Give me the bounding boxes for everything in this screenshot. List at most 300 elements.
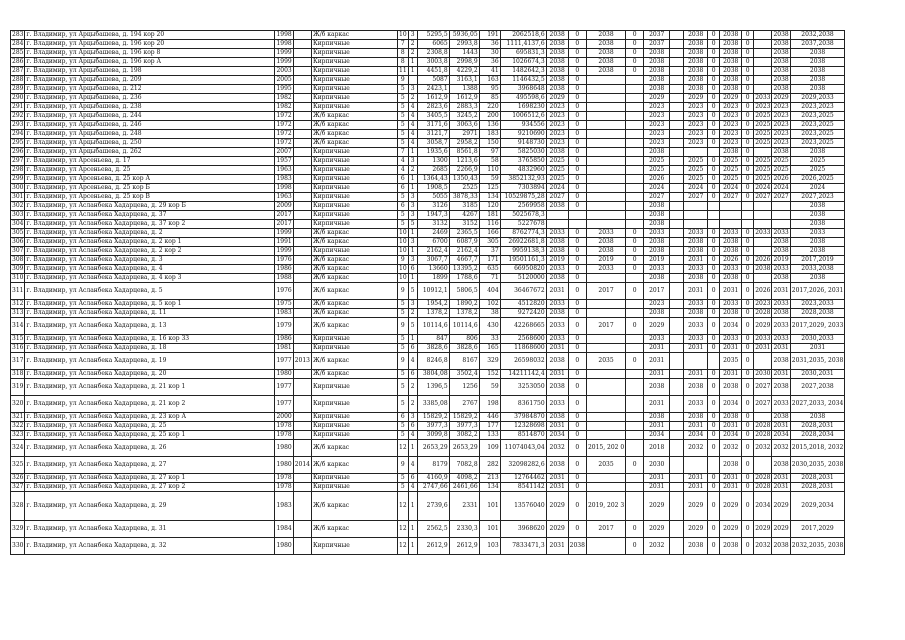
period-5-cell: 2034 (720, 396, 742, 413)
table-row (11, 521, 845, 538)
period-7-cell: 2038 (772, 538, 790, 555)
address-cell: г. Владимир, ул Арцыбашева, д. 198 (25, 67, 275, 76)
wall-material-cell: Кирпичные (312, 379, 398, 396)
flag-4-cell: 0 (708, 422, 720, 431)
flag-1-cell: 0 (568, 265, 586, 274)
entrances-cell: 1 (408, 184, 417, 193)
period-1-cell: 2023 (546, 112, 568, 121)
living-area-cell: 1890,2 (449, 300, 479, 309)
flag-3-cell (670, 112, 684, 121)
period-6-cell: 2025 (755, 129, 771, 137)
period-7-cell: 2034 (773, 430, 789, 438)
period-2-cell: 2035 (586, 353, 625, 370)
build-year-cell: 1986 (276, 264, 292, 272)
living-area-cell: 4098,2 (449, 474, 479, 483)
flag-3-cell (670, 211, 684, 220)
period-6-cell: 2028 (755, 473, 771, 481)
summary-years-cell: 2017,2029 (790, 521, 845, 538)
wall-material-cell: Ж/б каркас (312, 521, 398, 538)
reconstruction-year-cell (293, 67, 311, 76)
flag-3-cell (670, 457, 684, 474)
entrances-cell: 1 (408, 274, 417, 283)
flag-4-cell: 0 (708, 413, 720, 422)
total-area-cell: 2562,5 (417, 521, 449, 538)
period-4-cell: 2033 (684, 300, 708, 309)
floors-cell: 4 (398, 166, 409, 175)
build-year-cell: 1975 (276, 299, 292, 307)
total-area-cell: 4160,9 (417, 474, 449, 483)
living-area-cell: 2461,66 (449, 483, 479, 492)
period-3-cell: 2033 (644, 229, 670, 238)
flag-4-cell: 0 (708, 274, 720, 283)
flag-5-cell: 0 (742, 483, 754, 492)
residents-cell: 183 (479, 130, 500, 139)
row-number: 314 (11, 318, 25, 335)
residents-cell: 37 (479, 247, 500, 256)
residents-cell: 329 (479, 353, 500, 370)
flag-2-cell: 0 (626, 538, 644, 555)
wall-material-cell: Ж/б каркас (312, 139, 398, 148)
flag-1-cell: 0 (568, 175, 586, 184)
table-row (11, 431, 845, 440)
address-cell: г. Владимир, ул Асланбека Хадарцева, д. 23 кор А (25, 413, 275, 422)
reconstruction-year-cell (293, 431, 311, 440)
flag-5-cell: 0 (742, 521, 754, 538)
flag-2-cell (626, 103, 644, 112)
period-5-cell (720, 211, 742, 220)
summary-years-cell: 2038 (790, 67, 845, 76)
address-cell: г. Владимир, ул Арцыбашева, д. 250 (25, 139, 275, 148)
table-row (11, 193, 845, 202)
period-1-cell: 2023 (546, 121, 568, 130)
entrances-cell: 2 (408, 94, 417, 103)
build-year-cell: 1995 (276, 84, 292, 92)
address-cell: г. Владимир, ул Асланбека Хадарцева, д. 13 (25, 318, 275, 335)
build-year-cell: 1991 (276, 237, 292, 245)
period-7-cell: 2038 (773, 30, 789, 38)
entrances-cell: 2 (408, 40, 417, 49)
flag-5-cell: 0 (742, 103, 754, 112)
table-row (11, 440, 845, 457)
flag-1-cell: 0 (568, 229, 586, 238)
living-area-cell: 2162,4 (449, 247, 479, 256)
period-3-cell: 2038 (644, 67, 670, 76)
cost-cell: 2062518,6 (500, 31, 546, 40)
period-5-cell (720, 202, 742, 211)
period-3-cell: 2031 (644, 370, 670, 379)
summary-years-cell: 2017,2026, 2031 (790, 283, 845, 300)
flag-2-cell: 0 (626, 238, 644, 247)
table-row (11, 492, 845, 521)
flag-4-cell: 0 (708, 440, 720, 457)
flag-2-cell (626, 112, 644, 121)
flag-3-cell (670, 474, 684, 483)
period-1-cell: 2025 (546, 175, 568, 184)
row-number: 308 (12, 255, 24, 263)
flag-3-cell (670, 309, 684, 318)
residents-cell: 446 (479, 413, 500, 422)
wall-material-cell: Ж/б каркас (312, 130, 398, 139)
period-1-cell: 2031 (546, 344, 568, 353)
period-2-cell: 2017 (586, 318, 625, 335)
total-area-cell: 2162,4 (417, 247, 449, 256)
total-area-cell: 2685 (417, 166, 449, 175)
period-7-cell: 2029 (772, 521, 790, 538)
floors-cell: 4 (398, 157, 409, 166)
living-area-cell: 1443 (449, 49, 479, 58)
wall-material-cell: Кирпичные (312, 40, 398, 49)
period-1-cell: 2031 (546, 370, 568, 379)
wall-material-cell: Кирпичные (312, 94, 398, 103)
period-7-cell: 2026 (773, 174, 789, 182)
total-area-cell: 2308,8 (417, 49, 449, 58)
reconstruction-year-cell (293, 103, 311, 112)
floors-cell: 6 (398, 184, 409, 193)
flag-3-cell (670, 85, 684, 94)
total-area-cell: 1364,43 (417, 175, 449, 184)
flag-2-cell (626, 202, 644, 211)
table-row (11, 335, 845, 344)
flag-5-cell: 0 (742, 492, 754, 521)
period-3-cell: 2031 (644, 483, 670, 492)
address-cell: г. Владимир, ул Арцыбашева, д. 196 кор А (25, 58, 275, 67)
living-area-cell: 1378,2 (449, 309, 479, 318)
period-2-cell (586, 85, 625, 94)
flag-5-cell: 0 (742, 112, 754, 121)
table-row (11, 483, 845, 492)
floors-cell: 5 (398, 344, 409, 353)
entrances-cell: 1 (408, 247, 417, 256)
period-7-cell: 2031 (773, 369, 789, 377)
flag-4-cell: 0 (708, 396, 720, 413)
flag-2-cell: 0 (626, 229, 644, 238)
period-6-cell: 2024 (755, 183, 771, 191)
period-5-cell: 2033 (720, 335, 742, 344)
residents-cell: 71 (479, 274, 500, 283)
period-7-cell: 2038 (773, 66, 789, 74)
residents-cell: 282 (479, 457, 500, 474)
total-area-cell: 1947,3 (417, 211, 449, 220)
flag-1-cell: 0 (568, 76, 586, 85)
entrances-cell: 3 (408, 238, 417, 247)
period-7-cell (772, 211, 790, 220)
flag-1-cell: 0 (568, 157, 586, 166)
summary-years-cell: 2023,2025 (790, 121, 845, 130)
flag-1-cell: 0 (568, 474, 586, 483)
period-3-cell: 2038 (644, 49, 670, 58)
living-area-cell: 13395,2 (449, 265, 479, 274)
flag-5-cell: 0 (742, 318, 754, 335)
period-4-cell: 2033 (684, 229, 708, 238)
flag-1-cell: 0 (568, 31, 586, 40)
row-number: 307 (12, 246, 24, 254)
table-row (11, 229, 845, 238)
flag-1-cell: 0 (568, 85, 586, 94)
period-5-cell: 2038 (720, 49, 742, 58)
flag-3-cell (670, 370, 684, 379)
flag-3-cell (670, 422, 684, 431)
total-area-cell: 8179 (417, 457, 449, 474)
table-row (11, 396, 845, 413)
flag-4-cell: 0 (708, 94, 720, 103)
flag-1-cell: 0 (568, 422, 586, 431)
period-7-cell: 2038 (772, 379, 790, 396)
flag-4-cell: 0 (708, 49, 720, 58)
cost-cell: 9210690 (500, 130, 546, 139)
flag-4-cell: 0 (708, 335, 720, 344)
residents-cell: 30 (479, 49, 500, 58)
period-7-cell: 2031 (773, 473, 789, 481)
flag-2-cell (626, 166, 644, 175)
summary-years-cell: 2038 (790, 211, 845, 220)
reconstruction-year-cell (293, 94, 311, 103)
total-area-cell: 3977,3 (417, 422, 449, 431)
table-row (11, 247, 845, 256)
period-5-cell: 2035 (720, 353, 742, 370)
cost-cell: 1026674,3 (500, 58, 546, 67)
living-area-cell: 3977,3 (449, 422, 479, 431)
period-6-cell: 2029 (754, 318, 772, 335)
period-6-cell (754, 413, 772, 422)
table-row (11, 238, 845, 247)
cost-cell: 495598,6 (500, 94, 546, 103)
table-row (11, 40, 845, 49)
floors-cell: 5 (398, 379, 409, 396)
period-4-cell: 2038 (684, 379, 708, 396)
flag-1-cell: 0 (568, 67, 586, 76)
period-6-cell (754, 274, 772, 283)
address-cell: г. Владимир, ул Асланбека Хадарцева, д. 25 кор 1 (25, 431, 275, 440)
flag-3-cell (670, 440, 684, 457)
period-5-cell: 2033 (720, 229, 742, 238)
entrances-cell: 1 (408, 229, 417, 238)
build-year-cell: 1978 (276, 482, 292, 490)
period-3-cell: 2023 (644, 112, 670, 121)
cost-cell: 32098282,6 (500, 457, 546, 474)
period-6-cell: 2028 (755, 430, 771, 438)
reconstruction-year-cell (293, 318, 311, 335)
build-year-cell: 1980 (275, 538, 293, 555)
entrances-cell: 3 (408, 193, 417, 202)
build-year-cell: 1998 (276, 39, 292, 47)
flag-4-cell (708, 220, 720, 229)
flag-4-cell: 0 (708, 184, 720, 193)
reconstruction-year-cell (293, 220, 311, 229)
living-area-cell: 1350,43 (449, 175, 479, 184)
table-row (11, 130, 845, 139)
period-3-cell: 2023 (644, 103, 670, 112)
flag-2-cell: 0 (626, 58, 644, 67)
period-3-cell: 2038 (644, 202, 670, 211)
period-6-cell (754, 211, 772, 220)
flag-2-cell: 0 (626, 31, 644, 40)
period-6-cell (754, 220, 772, 229)
living-area-cell: 2998,9 (449, 58, 479, 67)
row-number: 283 (12, 30, 24, 38)
period-6-cell: 2025 (755, 138, 771, 146)
period-1-cell: 2038 (546, 413, 568, 422)
period-5-cell: 2033 (720, 300, 742, 309)
floors-cell: 10 (399, 237, 407, 245)
floors-cell: 6 (398, 175, 409, 184)
cost-cell: 934556 (500, 121, 546, 130)
period-2-cell (586, 344, 625, 353)
total-area-cell: 2823,6 (417, 103, 449, 112)
flag-4-cell: 0 (708, 238, 720, 247)
period-2-cell (586, 130, 625, 139)
reconstruction-year-cell: 2013 (293, 353, 311, 370)
summary-years-cell: 2030,2035, 2038 (790, 457, 845, 474)
wall-material-cell: Кирпичные (312, 202, 398, 211)
table-row (11, 103, 845, 112)
flag-3-cell (670, 166, 684, 175)
period-3-cell: 2033 (644, 335, 670, 344)
reconstruction-year-cell (293, 370, 311, 379)
flag-1-cell: 0 (568, 103, 586, 112)
period-7-cell: 2033 (773, 228, 789, 236)
flag-4-cell: 0 (708, 256, 720, 265)
period-4-cell: 2031 (684, 344, 708, 353)
period-6-cell (754, 40, 772, 49)
wall-material-cell: Кирпичные (312, 175, 398, 184)
period-1-cell: 2023 (546, 103, 568, 112)
flag-4-cell: 0 (708, 166, 720, 175)
residents-cell: 181 (479, 211, 500, 220)
summary-years-cell: 2025 (790, 157, 845, 166)
reconstruction-year-cell (293, 40, 311, 49)
residents-cell: 33 (479, 335, 500, 344)
period-4-cell (684, 353, 708, 370)
floors-cell: 5 (398, 94, 409, 103)
cost-cell: 5025678,3 (500, 211, 546, 220)
flag-4-cell (708, 457, 720, 474)
flag-1-cell: 0 (568, 413, 586, 422)
flag-4-cell: 0 (708, 112, 720, 121)
period-1-cell: 2033 (546, 335, 568, 344)
total-area-cell: 6065 (417, 40, 449, 49)
register-sheet (10, 30, 845, 555)
total-area-cell: 3804,08 (417, 370, 449, 379)
period-7-cell: 2033 (773, 264, 789, 272)
period-4-cell: 2033 (684, 265, 708, 274)
cost-cell: 11074043,04 (500, 440, 546, 457)
wall-material-cell: Кирпичные (312, 335, 398, 344)
living-area-cell: 2958,2 (449, 139, 479, 148)
residents-cell: 200 (479, 112, 500, 121)
flag-3-cell (670, 492, 684, 521)
cost-cell: 1482642,3 (500, 67, 546, 76)
entrances-cell: 4 (408, 457, 417, 474)
flag-5-cell: 0 (742, 344, 754, 353)
flag-2-cell (626, 94, 644, 103)
living-area-cell: 2330,3 (449, 521, 479, 538)
period-7-cell: 2038 (773, 237, 789, 245)
flag-1-cell: 0 (568, 202, 586, 211)
period-3-cell: 2023 (644, 300, 670, 309)
wall-material-cell: Кирпичные (312, 49, 398, 58)
flag-5-cell: 0 (742, 139, 754, 148)
summary-years-cell: 2023,2025 (790, 130, 845, 139)
living-area-cell: 2525 (449, 184, 479, 193)
residents-cell: 163 (479, 76, 500, 85)
row-number: 292 (12, 111, 24, 119)
period-3-cell: 2038 (644, 379, 670, 396)
period-2-cell: 2038 (586, 238, 625, 247)
flag-2-cell (626, 344, 644, 353)
summary-years-cell: 2037,2038 (790, 40, 845, 49)
flag-3-cell (670, 283, 684, 300)
flag-1-cell: 0 (568, 256, 586, 265)
flag-1-cell: 0 (568, 247, 586, 256)
reconstruction-year-cell (293, 309, 311, 318)
period-5-cell: 2031 (720, 474, 742, 483)
row-number: 311 (11, 283, 25, 300)
period-2-cell: 2019, 202 3 (586, 492, 625, 521)
entrances-cell: 3 (408, 85, 417, 94)
period-2-cell: 2038 (586, 40, 625, 49)
period-6-cell: 2038 (755, 264, 771, 272)
wall-material-cell: Кирпичные (312, 148, 398, 157)
flag-3-cell (670, 103, 684, 112)
period-6-cell (754, 58, 772, 67)
flag-4-cell: 0 (708, 193, 720, 202)
table-row (11, 58, 845, 67)
flag-2-cell (626, 175, 644, 184)
period-5-cell: 2025 (720, 166, 742, 175)
address-cell: г. Владимир, ул Арсеньева, д. 25 кор В (25, 193, 275, 202)
build-year-cell: 1978 (276, 421, 292, 429)
cost-cell: 2569958 (500, 202, 546, 211)
row-number: 323 (12, 430, 24, 438)
period-3-cell: 2038 (644, 413, 670, 422)
period-2-cell (586, 370, 625, 379)
period-1-cell: 2025 (546, 157, 568, 166)
entrances-cell: 1 (408, 67, 417, 76)
flag-2-cell (626, 413, 644, 422)
flag-3-cell (670, 274, 684, 283)
row-number: 316 (12, 343, 24, 351)
table-row (11, 283, 845, 300)
period-1-cell: 2038 (546, 40, 568, 49)
period-3-cell: 2025 (644, 157, 670, 166)
flag-4-cell: 0 (708, 103, 720, 112)
address-cell: г. Владимир, ул Асланбека Хадарцева, д. 2 кор 2 (25, 247, 275, 256)
row-number: 295 (12, 138, 24, 146)
row-number: 313 (12, 308, 24, 316)
build-year-cell: 1980 (275, 457, 293, 474)
flag-5-cell: 0 (742, 370, 754, 379)
period-6-cell (754, 31, 772, 40)
period-7-cell: 2029 (772, 492, 790, 521)
address-cell: г. Владимир, ул Асланбека Хадарцева, д. 3 (25, 256, 275, 265)
period-2-cell (586, 94, 625, 103)
floors-cell: 5 (398, 103, 409, 112)
cost-cell: 8514870 (500, 431, 546, 440)
row-number: 297 (12, 156, 24, 164)
living-area-cell: 2883,3 (449, 103, 479, 112)
period-7-cell: 2031 (773, 343, 789, 351)
period-5-cell: 2038 (720, 238, 742, 247)
table-row (11, 76, 845, 85)
period-5-cell: 2023 (720, 103, 742, 112)
period-5-cell: 2029 (720, 492, 742, 521)
living-area-cell: 3878,33 (449, 193, 479, 202)
row-number: 301 (12, 192, 24, 200)
period-4-cell: 2029 (684, 94, 708, 103)
table-row (11, 202, 845, 211)
total-area-cell: 1300 (417, 157, 449, 166)
flag-4-cell: 0 (708, 483, 720, 492)
